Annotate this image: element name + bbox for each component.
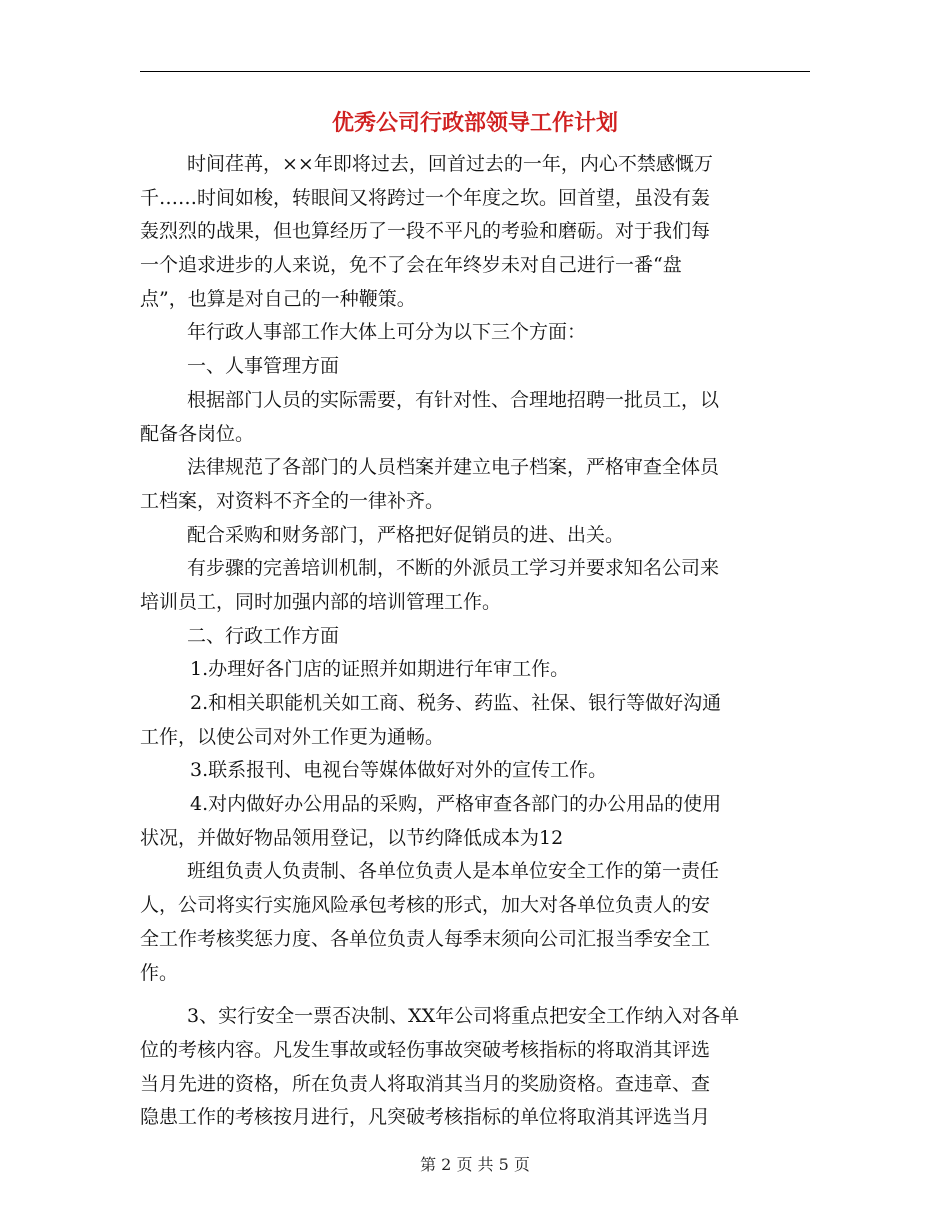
section-heading: 二、行政工作方面 <box>187 624 340 647</box>
paragraph-line: 轰烈烈的战果，但也算经历了一段不平凡的考验和磨砺。对于我们每 <box>140 220 711 243</box>
paragraph-line: 培训员工，同时加强内部的培训管理工作。 <box>140 590 502 613</box>
paragraph-line: 作。 <box>140 961 179 984</box>
paragraph-line: 点”，也算是对自己的一种鞭策。 <box>140 287 416 310</box>
paragraph-line: 人，公司将实行实施风险承包考核的形式，加大对各单位负责人的安 <box>140 894 711 917</box>
paragraph-line: 千……时间如梭，转眼间又将跨过一个年度之坎。回首望，虽没有轰 <box>140 186 711 209</box>
page-footer: 第 2 页 共 5 页 <box>420 1155 530 1174</box>
paragraph-line: 配备各岗位。 <box>140 422 255 445</box>
document-body <box>140 148 812 1135</box>
paragraph-line: 位的考核内容。凡发生事故或轻伤事故突破考核指标的将取消其评选 <box>140 1038 711 1061</box>
section-heading: 一、人事管理方面 <box>187 355 340 378</box>
paragraph-line: 年行政人事部工作大体上可分为以下三个方面： <box>187 321 587 344</box>
paragraph-gap <box>140 990 812 1000</box>
list-item: 1.办理好各门店的证照并如期进行年审工作。 <box>190 658 570 681</box>
paragraph-line: 隐患工作的考核按月进行，凡突破考核指标的单位将取消其评选当月 <box>140 1106 711 1129</box>
paragraph-line: 工作，以使公司对外工作更为通畅。 <box>140 725 445 748</box>
paragraph-line: 有步骤的完善培训机制，不断的外派员工学习并要求知名公司来 <box>187 557 720 580</box>
list-item: 4.对内做好办公用品的采购，严格审查各部门的办公用品的使用 <box>190 793 722 816</box>
paragraph-line: 状况，并做好物品领用登记，以节约降低成本为12 <box>140 826 564 849</box>
paragraph-line: 工档案，对资料不齐全的一律补齐。 <box>140 489 445 512</box>
paragraph-line: 当月先进的资格，所在负责人将取消其当月的奖励资格。查违章、查 <box>140 1072 711 1095</box>
paragraph-line: 时间荏苒，××年即将过去，回首过去的一年，内心不禁感慨万 <box>187 153 713 175</box>
list-item: 3.联系报刊、电视台等媒体做好对外的宣传工作。 <box>190 759 608 782</box>
paragraph-line: 根据部门人员的实际需要，有针对性、合理地招聘一批员工，以 <box>187 388 720 411</box>
paragraph-line: 配合采购和财务部门，严格把好促销员的进、出关。 <box>187 523 625 546</box>
paragraph-line: 全工作考核奖惩力度、各单位负责人每季末须向公司汇报当季安全工 <box>140 927 711 950</box>
document-title: 优秀公司行政部领导工作计划 <box>331 111 618 136</box>
paragraph-line: 一个追求进步的人来说，免不了会在年终岁未对自己进行一番“盘 <box>140 254 682 277</box>
paragraph-line: 法律规范了各部门的人员档案并建立电子档案，严格审查全体员 <box>187 456 720 479</box>
header-rule <box>140 71 810 72</box>
paragraph-line: 班组负责人负责制、各单位负责人是本单位安全工作的第一责任 <box>187 860 720 883</box>
paragraph-line: 3、实行安全一票否决制、XX年公司将重点把安全工作纳入对各单 <box>187 1005 740 1028</box>
list-item: 2.和相关职能机关如工商、税务、药监、社保、银行等做好沟通 <box>190 692 722 714</box>
